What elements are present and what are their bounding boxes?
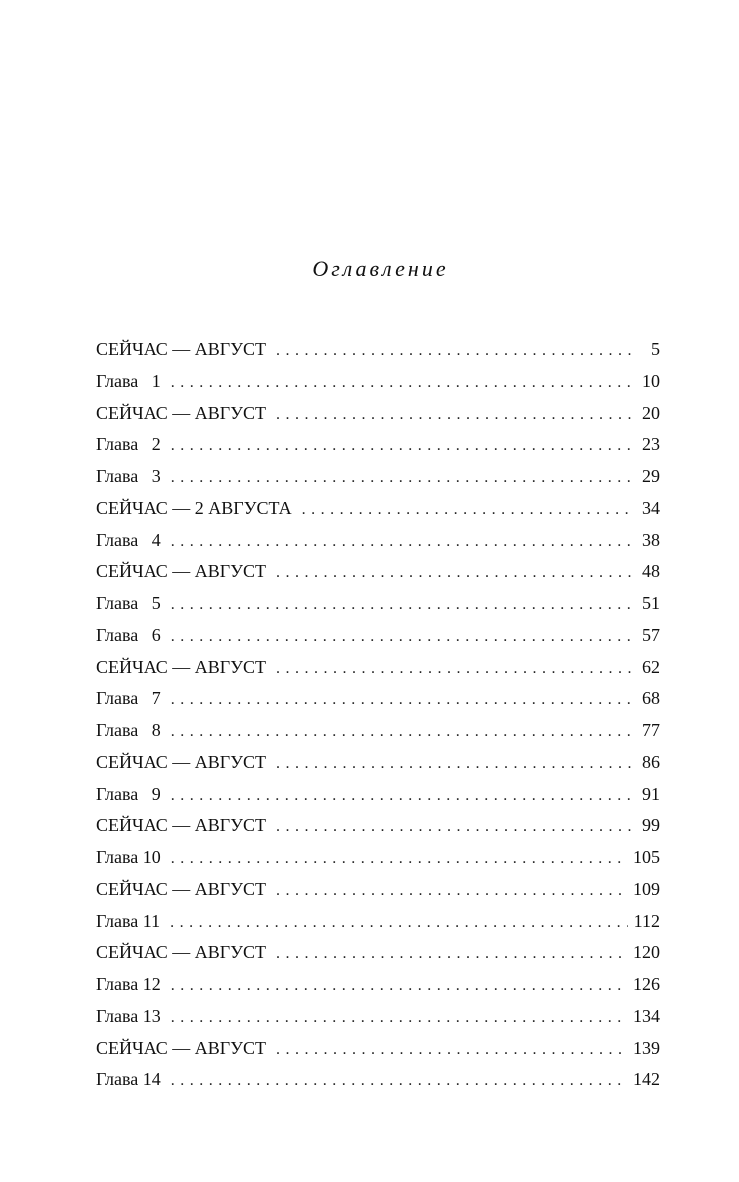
table-of-contents bbox=[96, 334, 660, 1096]
toc-entry bbox=[96, 810, 660, 842]
dot-leader bbox=[171, 684, 632, 716]
toc-entry-label: Глава 13 bbox=[96, 1005, 161, 1026]
toc-entry-label: Глава 3 bbox=[96, 466, 161, 486]
dot-leader bbox=[171, 462, 632, 494]
dot-leader bbox=[171, 1002, 627, 1034]
dot-leader bbox=[276, 748, 632, 780]
toc-entry bbox=[96, 493, 660, 525]
dot-leader bbox=[276, 1034, 627, 1066]
toc-entry-label: Глава 8 bbox=[96, 720, 161, 740]
toc-entry bbox=[96, 715, 660, 747]
toc-entry-label: Глава 12 bbox=[96, 974, 161, 994]
toc-entry-page: 51 bbox=[642, 593, 660, 613]
dot-leader bbox=[302, 494, 632, 526]
toc-entry bbox=[96, 1001, 660, 1033]
dot-leader bbox=[171, 621, 632, 653]
toc-entry-label: Глава 10 bbox=[96, 847, 161, 867]
toc-entry-label: Глава 7 bbox=[96, 688, 161, 709]
toc-entry bbox=[96, 1064, 660, 1096]
dot-leader bbox=[276, 811, 632, 843]
toc-entry-label: Глава 6 bbox=[96, 624, 161, 645]
dot-leader bbox=[170, 907, 628, 939]
toc-entry-page: 10 bbox=[642, 370, 660, 391]
toc-entry-label: Глава 14 bbox=[96, 1069, 161, 1090]
toc-entry-page: 29 bbox=[642, 466, 660, 486]
toc-entry-label: СЕЙЧАС — АВГУСТ bbox=[96, 561, 266, 582]
toc-entry-page: 5 bbox=[651, 339, 660, 359]
dot-leader bbox=[171, 430, 632, 462]
toc-entry-label: Глава 2 bbox=[96, 434, 161, 455]
toc-entry-page: 62 bbox=[642, 656, 660, 677]
toc-entry-label: Глава 9 bbox=[96, 783, 161, 804]
toc-entry-page: 112 bbox=[633, 910, 660, 931]
toc-entry bbox=[96, 969, 660, 1001]
toc-entry-page: 91 bbox=[642, 783, 660, 804]
toc-entry bbox=[96, 588, 660, 620]
toc-entry-page: 134 bbox=[633, 1005, 660, 1026]
toc-entry-page: 38 bbox=[642, 529, 660, 550]
toc-entry bbox=[96, 398, 660, 430]
toc-entry-label: СЕЙЧАС — АВГУСТ bbox=[96, 878, 266, 899]
toc-entry-label: СЕЙЧАС — 2 АВГУСТА bbox=[96, 497, 292, 518]
dot-leader bbox=[171, 367, 632, 399]
toc-entry bbox=[96, 366, 660, 398]
toc-entry-page: 99 bbox=[642, 815, 660, 836]
toc-entry-label: СЕЙЧАС — АВГУСТ bbox=[96, 942, 266, 963]
toc-entry-page: 57 bbox=[642, 624, 660, 645]
toc-entry-page: 86 bbox=[642, 751, 660, 772]
toc-entry bbox=[96, 525, 660, 557]
toc-entry bbox=[96, 683, 660, 715]
toc-entry-label: СЕЙЧАС — АВГУСТ bbox=[96, 1037, 266, 1058]
toc-entry-label: Глава 1 bbox=[96, 370, 161, 391]
toc-entry bbox=[96, 779, 660, 811]
toc-entry-page: 23 bbox=[642, 434, 660, 455]
toc-entry-page: 126 bbox=[633, 974, 660, 994]
dot-leader bbox=[171, 589, 632, 621]
toc-entry bbox=[96, 842, 660, 874]
toc-entry bbox=[96, 620, 660, 652]
dot-leader bbox=[276, 399, 632, 431]
toc-entry bbox=[96, 461, 660, 493]
toc-entry-page: 68 bbox=[642, 688, 660, 709]
toc-entry-page: 109 bbox=[633, 878, 660, 899]
toc-entry-label: СЕЙЧАС — АВГУСТ bbox=[96, 402, 266, 423]
toc-entry bbox=[96, 556, 660, 588]
toc-entry-page: 48 bbox=[642, 561, 660, 582]
toc-entry-page: 120 bbox=[633, 942, 660, 963]
dot-leader bbox=[276, 335, 632, 367]
toc-entry bbox=[96, 1033, 660, 1065]
dot-leader bbox=[171, 526, 632, 558]
toc-entry-label: СЕЙЧАС — АВГУСТ bbox=[96, 656, 266, 677]
dot-leader bbox=[276, 557, 632, 589]
toc-entry-page: 105 bbox=[633, 847, 660, 867]
toc-entry bbox=[96, 937, 660, 969]
toc-entry-page: 34 bbox=[642, 497, 660, 518]
toc-entry-page: 20 bbox=[642, 402, 660, 423]
dot-leader bbox=[171, 970, 627, 1002]
toc-entry-label: Глава 4 bbox=[96, 529, 161, 550]
toc-entry-page: 142 bbox=[633, 1069, 660, 1090]
toc-entry bbox=[96, 874, 660, 906]
dot-leader bbox=[276, 938, 627, 970]
toc-entry bbox=[96, 747, 660, 779]
dot-leader bbox=[171, 843, 627, 875]
toc-entry-label: СЕЙЧАС — АВГУСТ bbox=[96, 339, 266, 359]
toc-entry-page: 139 bbox=[633, 1037, 660, 1058]
toc-entry bbox=[96, 334, 660, 366]
toc-entry bbox=[96, 429, 660, 461]
dot-leader bbox=[171, 1065, 627, 1097]
dot-leader bbox=[171, 780, 632, 812]
dot-leader bbox=[276, 875, 627, 907]
toc-entry-label: Глава 5 bbox=[96, 593, 161, 613]
toc-entry-label: СЕЙЧАС — АВГУСТ bbox=[96, 815, 266, 836]
dot-leader bbox=[276, 653, 632, 685]
toc-entry bbox=[96, 906, 660, 938]
dot-leader bbox=[171, 716, 632, 748]
toc-entry-label: Глава 11 bbox=[96, 910, 161, 931]
toc-entry-label: СЕЙЧАС — АВГУСТ bbox=[96, 751, 266, 772]
toc-entry-page: 77 bbox=[642, 720, 660, 740]
page-title: Оглавление bbox=[312, 256, 449, 281]
toc-entry bbox=[96, 652, 660, 684]
